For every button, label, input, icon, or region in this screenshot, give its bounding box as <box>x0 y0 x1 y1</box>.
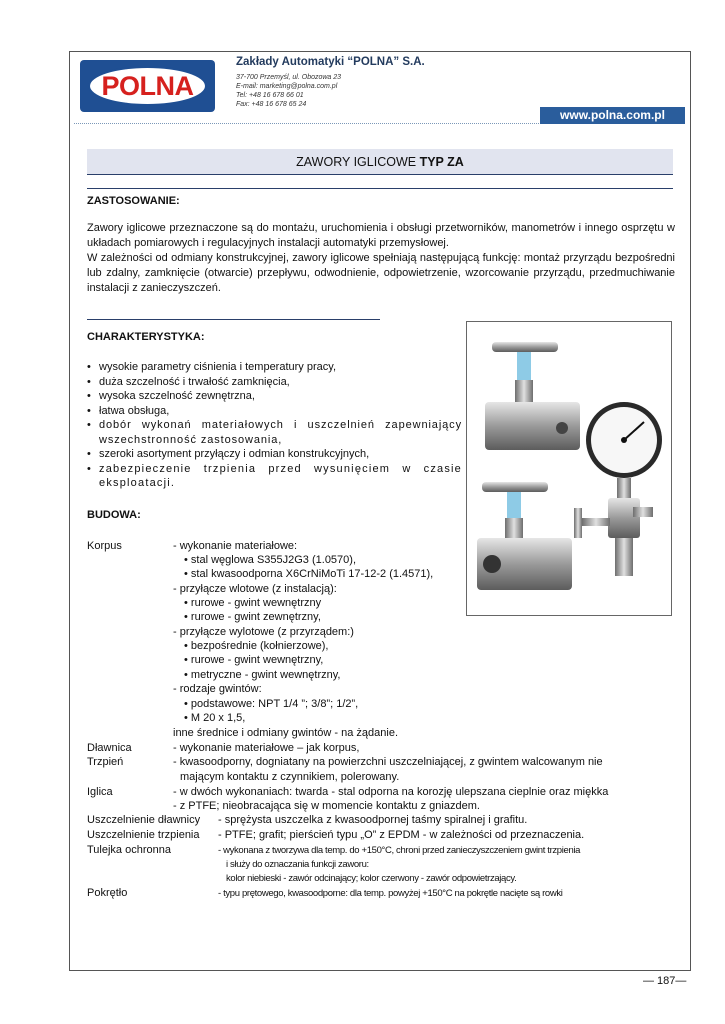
trzpien-text: mającym kontaktu z czynnikiem, polerowany. <box>180 771 400 783</box>
polna-logo: POLNA <box>80 60 215 112</box>
website-link[interactable]: www.polna.com.pl <box>540 107 685 124</box>
uszczelnienie-trzpienia-text: - PTFE; grafit; pierścień typu „O” z EPDM - w zależności od przeznaczenia. <box>218 829 585 841</box>
tulejka-label: Tulejka ochronna <box>87 844 171 856</box>
list-item: • zabezpieczenie trzpienia przed wysunięciem w czasie eksploatacji. <box>87 462 462 491</box>
korpus-line: - przyłącze wylotowe (z przyrządem:) <box>173 626 354 638</box>
korpus-line: • metryczne - gwint wewnętrzny, <box>184 669 341 681</box>
section-heading-zastosowanie: ZASTOSOWANIE: <box>87 195 180 207</box>
list-item: • duża szczelność i trwałość zamknięcia, <box>87 375 462 390</box>
company-address: 37-700 Przemyśl, ul. Obozowa 23 E-mail: marketing@polna.com.pl Tel: +48 16 678 66 01 Fax: +48 16 678 65 24 <box>236 74 342 108</box>
iglica-text: - w dwóch wykonaniach: twarda - stal odporna na korozję ulepszana cieplnie oraz miękka <box>173 786 609 798</box>
list-item: • wysokie parametry ciśnienia i temperatury pracy, <box>87 360 462 375</box>
korpus-line: - rodzaje gwintów: <box>173 683 262 695</box>
page-number: — 187— <box>643 975 687 987</box>
header-divider <box>74 123 539 124</box>
iglica-label: Iglica <box>87 786 113 798</box>
uszczelnienie-trzpienia-label: Uszczelnienie trzpienia <box>87 829 200 841</box>
features-list <box>87 360 462 491</box>
uszczelnienie-dlawnicy-label: Uszczelnienie dławnicy <box>87 814 201 826</box>
section-heading-budowa: BUDOWA: <box>87 509 141 521</box>
list-item: • wysoka szczelność zewnętrzna, <box>87 389 462 404</box>
list-item: • łatwa obsługa, <box>87 404 462 419</box>
korpus-line: • M 20 x 1,5, <box>184 712 246 724</box>
korpus-line: • rurowe - gwint zewnętrzny, <box>184 611 321 623</box>
list-item: • dobór wykonań materiałowych i uszczelnień zapewniający wszechstronność zastosowania, <box>87 418 462 447</box>
pokretlo-label: Pokrętło <box>87 887 128 899</box>
section-heading-charakterystyka: CHARAKTERYSTYKA: <box>87 331 205 343</box>
zastosowanie-paragraph-2: W zależności od odmiany konstrukcyjnej, zawory iglicowe spełniają następującą funkcję: montaż przyrządu bezpośredni lub zdalny, zamknięcie (otwarcie) przepływu, odwodnienie, odpowietrzenie, wzorcowanie przyrządu, przedmuchiwanie instalacji z zanieczyszczeń. <box>87 252 675 294</box>
korpus-line: inne średnice i odmiany gwintów - na żądanie. <box>173 727 399 739</box>
list-item: • szeroki asortyment przyłączy i odmian konstrukcyjnych, <box>87 447 462 462</box>
korpus-line: • stal węglowa S355J2G3 (1.0570), <box>184 554 357 566</box>
iglica-text: - z PTFE; nieobracająca się w momencie kontaktu z gniazdem. <box>173 800 480 812</box>
korpus-line: - przyłącze wlotowe (z instalacją): <box>173 583 337 595</box>
korpus-line: • rurowe - gwint wewnętrzny, <box>184 654 324 666</box>
page-title: ZAWORY IGLICOWE TYP ZA <box>87 149 673 175</box>
korpus-label: Korpus <box>87 540 122 552</box>
korpus-line: • rurowe - gwint wewnętrzny <box>184 597 322 609</box>
tulejka-text: i służy do oznaczania funkcji zaworu: <box>226 859 369 870</box>
trzpien-label: Trzpień <box>87 756 124 768</box>
valve-photo <box>466 321 672 616</box>
uszczelnienie-dlawnicy-text: - sprężysta uszczelka z kwasoodpornej taśmy spiralnej i grafitu. <box>218 814 528 826</box>
zastosowanie-paragraph-1: Zawory iglicowe przeznaczone są do montażu, uruchomienia i obsługi przetworników, manometrów i innego osprzętu w układach pomiarowych i regulacyjnych instalacji automatyki przemysłowej. <box>87 222 675 249</box>
divider <box>87 188 673 189</box>
divider <box>87 319 380 320</box>
korpus-line: • stal kwasoodporna X6CrNiMoTi 17-12-2 (1.4571), <box>184 568 434 580</box>
tulejka-text: kolor niebieski - zawór odcinający; kolor czerwony - zawór odpowietrzający. <box>226 873 517 884</box>
tulejka-text: - wykonana z tworzywa dla temp. do +150°C, chroni przed zanieczyszczeniem gwint trzpienia <box>218 845 581 856</box>
dlawnica-text: - wykonanie materiałowe – jak korpus, <box>173 742 360 754</box>
korpus-line: • bezpośrednie (kołnierzowe), <box>184 640 329 652</box>
trzpien-text: - kwasoodporny, dogniatany na powierzchni uszczelniającej, z gwintem walcowanym nie <box>173 756 603 768</box>
pokretlo-text: - typu prętowego, kwasoodporne: dla temp. powyżej +150°C na pokrętle nacięte są rowki <box>218 888 563 899</box>
dlawnica-label: Dławnica <box>87 742 132 754</box>
company-name: Zakłady Automatyki “POLNA” S.A. <box>236 56 425 68</box>
korpus-line: - wykonanie materiałowe: <box>173 540 298 552</box>
korpus-line: • podstawowe: NPT 1/4 ”; 3/8”; 1/2”, <box>184 698 359 710</box>
